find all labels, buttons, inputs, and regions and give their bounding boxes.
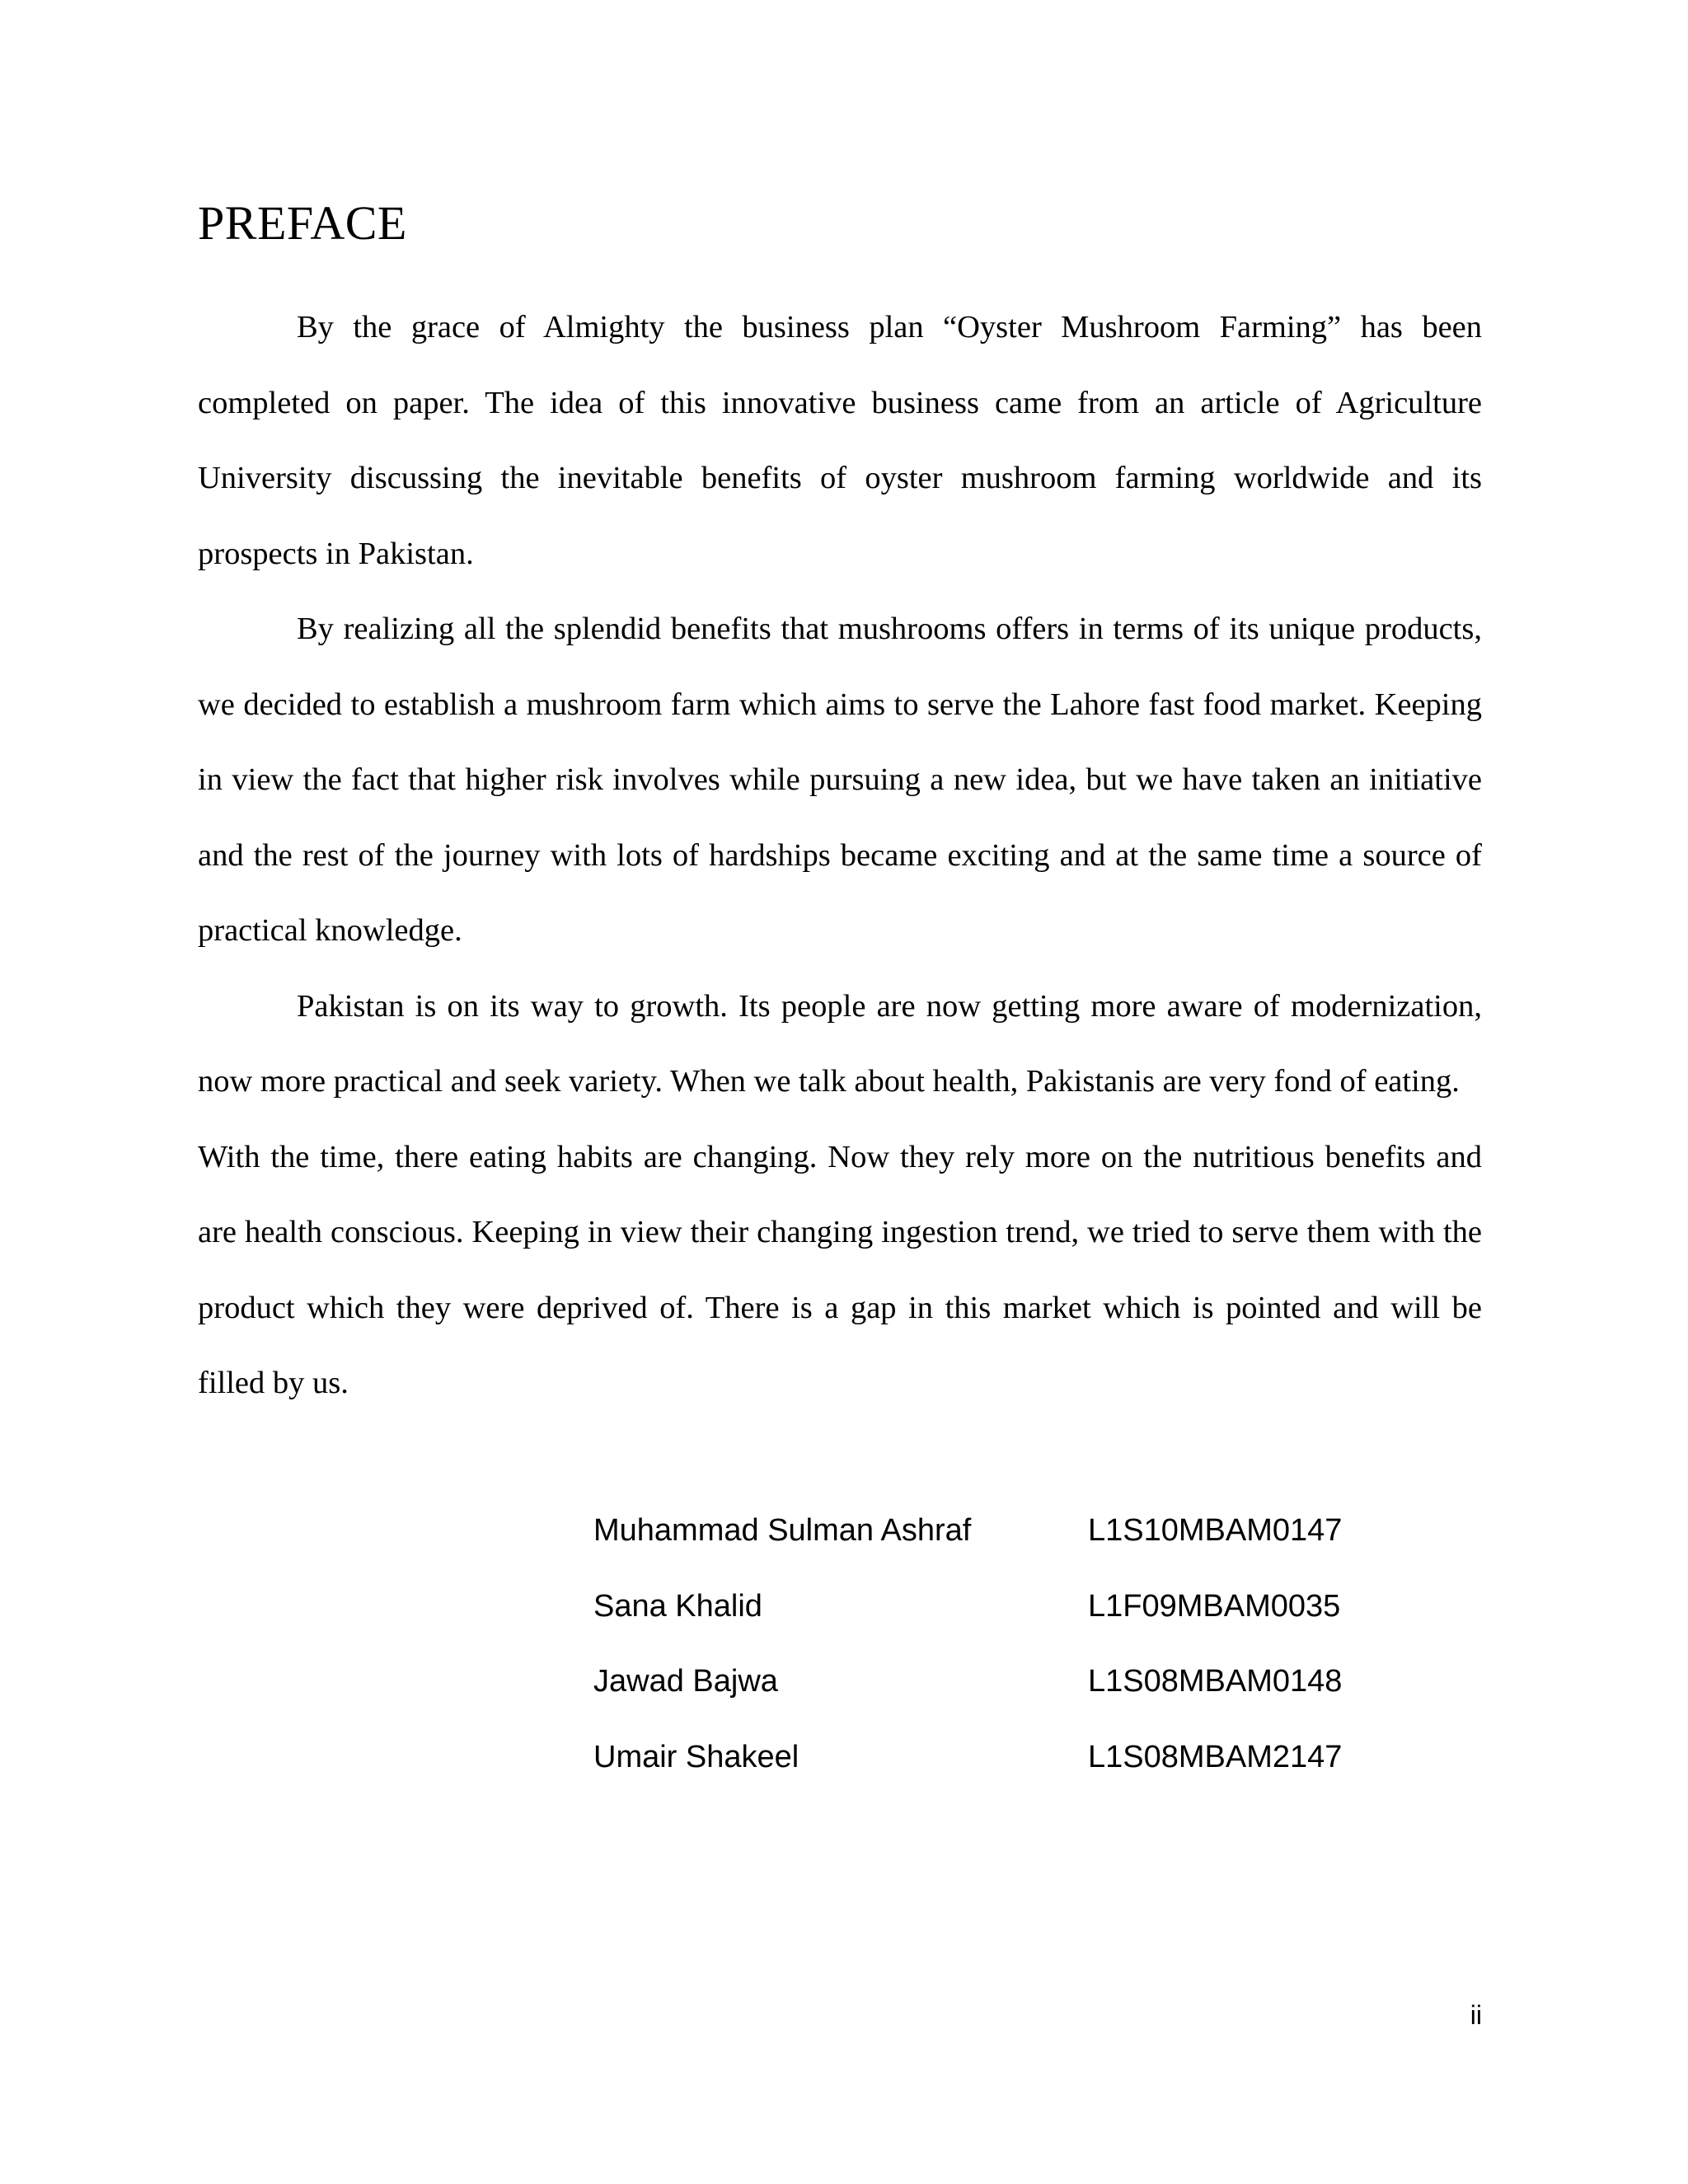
signatory-id: L1S10MBAM0147 bbox=[1088, 1513, 1343, 1548]
paragraph: Pakistan is on its way to growth. Its people are now getting more aware of modernization, now more practical and seek variety. When we talk about health, Pakistanis are very fond of eating. bbox=[198, 988, 1482, 1099]
signatory-name: Muhammad Sulman Ashraf bbox=[593, 1513, 972, 1548]
signatory-id: L1S08MBAM2147 bbox=[1088, 1739, 1343, 1774]
signatories-list bbox=[593, 1493, 1342, 1795]
signatory-name: Umair Shakeel bbox=[593, 1739, 799, 1774]
signatory-row bbox=[593, 1720, 1342, 1796]
signatory-row bbox=[593, 1644, 1342, 1720]
page-number: ii bbox=[1470, 2000, 1482, 2030]
signatory-row bbox=[593, 1569, 1342, 1645]
preface-body bbox=[198, 290, 1482, 1422]
signatory-id: L1F09MBAM0035 bbox=[1088, 1588, 1341, 1624]
page-title: PREFACE bbox=[198, 196, 407, 250]
signatory-row bbox=[593, 1493, 1342, 1569]
paragraph: By the grace of Almighty the business plan “Oyster Mushroom Farming” has been completed on paper. The idea of this innovative business came from an article of Agriculture University discussing the inevitable benefits of oyster mushroom farming worldwide and its prospects in Pakistan. bbox=[198, 310, 1482, 571]
signatory-name: Jawad Bajwa bbox=[593, 1664, 778, 1699]
paragraph: By realizing all the splendid benefits that mushrooms offers in terms of its unique products, we decided to establish a mushroom farm which aims to serve the Lahore fast food market. Keeping in view the fact that higher risk involves while pursuing a new idea, but we have taken an initiative and the rest of the journey with lots of hardships became exciting and at the same time a source of practical knowledge. bbox=[198, 612, 1482, 948]
paragraph: With the time, there eating habits are changing. Now they rely more on the nutritious benefits and are health conscious. Keeping in view their changing ingestion trend, we tried to serve them with the product which they were deprived of. There is a gap in this market which is pointed and will be filled by us. bbox=[198, 1139, 1482, 1400]
signatory-name: Sana Khalid bbox=[593, 1588, 762, 1624]
signatory-id: L1S08MBAM0148 bbox=[1088, 1664, 1343, 1699]
